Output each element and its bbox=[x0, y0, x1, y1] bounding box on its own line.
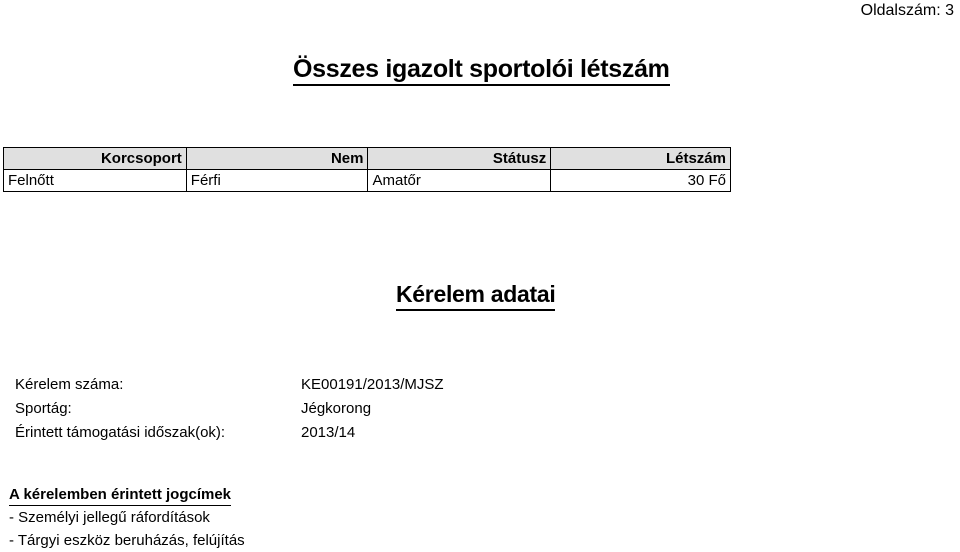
info-label: Kérelem száma: bbox=[15, 376, 124, 393]
list-item: - Tárgyi eszköz beruházás, felújítás bbox=[9, 532, 245, 549]
jogcimek-title: A kérelemben érintett jogcímek bbox=[9, 485, 231, 506]
cell-nem: Férfi bbox=[186, 170, 368, 192]
summary-header-row bbox=[4, 148, 731, 170]
header-nem: Nem bbox=[186, 148, 368, 170]
cell-korcsoport: Felnőtt bbox=[4, 170, 187, 192]
summary-table bbox=[3, 147, 731, 192]
info-label: Érintett támogatási időszak(ok): bbox=[15, 424, 226, 441]
table-row bbox=[4, 170, 731, 192]
header-korcsoport: Korcsoport bbox=[4, 148, 187, 170]
cell-letszam: 30 Fő bbox=[551, 170, 731, 192]
info-label: Sportág: bbox=[15, 400, 72, 417]
list-item: - Személyi jellegű ráfordítások bbox=[9, 509, 210, 526]
section-title: Kérelem adatai bbox=[396, 279, 555, 311]
info-value: 2013/14 bbox=[301, 424, 356, 441]
main-title: Összes igazolt sportolói létszám bbox=[293, 54, 670, 86]
header-statusz: Státusz bbox=[368, 148, 551, 170]
header-letszam: Létszám bbox=[551, 148, 731, 170]
cell-statusz: Amatőr bbox=[368, 170, 551, 192]
page-number: Oldalszám: 3 bbox=[860, 2, 954, 19]
info-value: Jégkorong bbox=[301, 400, 372, 417]
info-value: KE00191/2013/MJSZ bbox=[301, 376, 444, 393]
